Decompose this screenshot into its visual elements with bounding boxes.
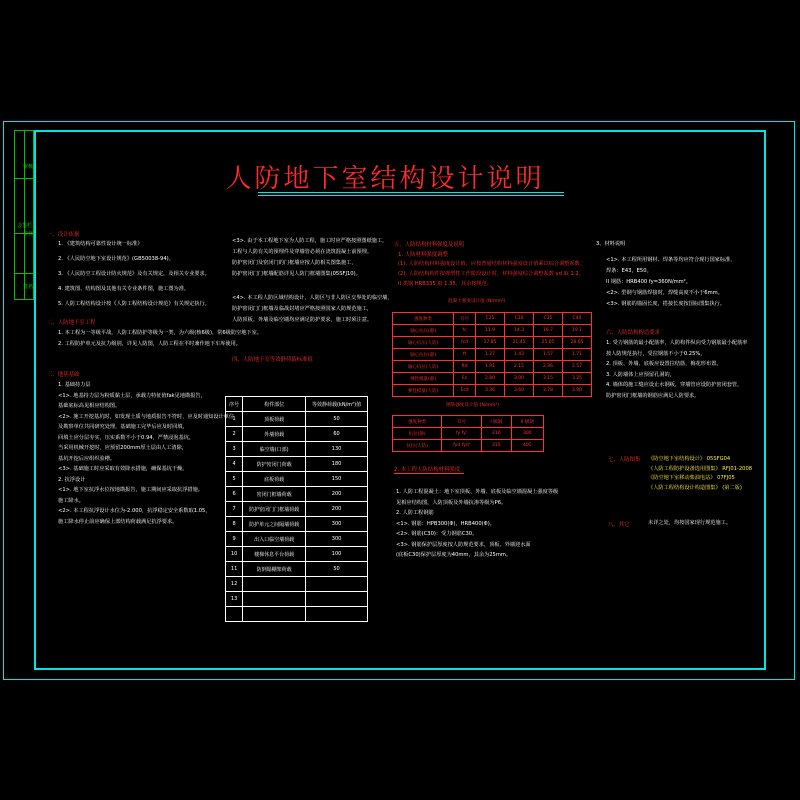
text-line: 《防空地下室结构设计》 05SFG04 — [648, 456, 731, 462]
table-header-row — [393, 416, 544, 428]
text-line: (底板C30)保护层厚度为40mm，其余为25mm。 — [396, 552, 512, 558]
table-cell: 130 — [306, 442, 368, 457]
section-6-underline — [394, 473, 464, 474]
side-cell-3 — [15, 234, 33, 274]
steel-table-caption: 钢筋强度设计值 (N/mm²) — [446, 403, 499, 408]
steel-strength-table — [392, 415, 544, 452]
table-cell: 1.57 — [534, 349, 563, 361]
text-line: 1. 受力钢筋的最小配筋率，人防构件纵向受力钢筋最小配筋率 — [606, 340, 748, 346]
table-cell — [306, 607, 368, 622]
text-line: 防护密闭门框墙的钢筋应满足人防要求。 — [606, 392, 700, 399]
load-table-row — [226, 562, 368, 577]
table-cell: 19.1 — [562, 325, 591, 337]
load-table-row — [226, 472, 368, 487]
text-line: 1. 基础持力层 — [58, 382, 91, 388]
table-cell: 180 — [306, 457, 368, 472]
section-2-heading: 二、人防地下室工程 — [47, 320, 96, 326]
steel-table-row — [393, 440, 544, 452]
materials-heading: 3、材料说明 — [596, 241, 626, 247]
concrete-table-row — [393, 337, 592, 349]
text-line: 施工降水。 — [58, 497, 84, 504]
load-table-row — [226, 607, 368, 622]
table-cell: 14.3 — [505, 325, 534, 337]
table-header-cell: 序号 — [226, 397, 243, 412]
load-table — [225, 396, 368, 622]
text-line: 见相应结构图，人防顶板及外墙抗渗等级为P6。 — [396, 499, 507, 506]
table-cell: 6 — [226, 487, 243, 502]
text-line: 1. 本工程为一等级平战，人防工程防护等级为一类，为六级(核6级)，常6级防空地下室。 — [58, 330, 262, 336]
table-header-cell: 符号 — [442, 416, 482, 428]
table-cell: Ec — [454, 373, 476, 385]
text-line: II 类钢 HRB335 取 1.35，其余按规范。 — [398, 281, 493, 287]
table-cell: 200 — [306, 502, 368, 517]
table-cell: 1 — [226, 412, 243, 427]
table-header-cell: 强度种类 — [393, 313, 454, 325]
load-table-row — [226, 487, 368, 502]
section-6-heading: 2. 本工程人防结构材料强度 — [394, 467, 461, 473]
text-line: (2). 人防结构构件按弹塑性工作阶段设计时，材料强度综合调整系数 γd 取 1.2。 — [398, 271, 584, 277]
table-cell: 300 — [511, 428, 543, 440]
text-line: 2. 人防工程钢筋 — [396, 510, 434, 516]
load-table-row — [226, 577, 368, 592]
table-header-cell: C40 — [562, 313, 591, 325]
table-cell: 405 — [511, 440, 543, 452]
text-line: 防护密闭门门框墙配筋详见人防门框墙图集(05SFJ10)。 — [232, 271, 361, 277]
text-line: 3. 人防墙体上应预留孔洞的， — [606, 371, 675, 378]
table-cell: 100 — [306, 547, 368, 562]
table-cell — [306, 577, 368, 592]
table-cell: 顶板荷载 — [243, 412, 306, 427]
concrete-table-row — [393, 385, 592, 397]
text-line: <2>. 钢筋(C30)：受力钢筋C30。 — [396, 531, 478, 537]
table-cell: 1.27 — [476, 349, 505, 361]
table-cell: 防护单元之间隔墙荷载 — [243, 517, 306, 532]
side-label-2: 会签栏 — [17, 223, 33, 229]
steel-table-row — [393, 428, 544, 440]
table-header-cell: II 级钢 — [511, 416, 543, 428]
table-cell: 底板荷载 — [243, 472, 306, 487]
text-line: <3>. 基础施工时应采取有效降水措施，确保基坑干燥。 — [58, 466, 188, 472]
text-line: 及勘察单位共同研究处理，基础施工完毕后应及时回填， — [58, 424, 188, 430]
table-header-cell: 符号 — [454, 313, 476, 325]
concrete-strength-table — [392, 312, 592, 397]
table-cell: 1.91 — [476, 361, 505, 373]
load-table-row — [226, 517, 368, 532]
concrete-table-row — [393, 349, 592, 361]
table-cell: 9 — [226, 532, 243, 547]
text-line: <1>. 地基持力层为粉质黏土层，承载力特征值fak见地勘报告， — [58, 392, 206, 399]
table-cell: 200 — [306, 487, 368, 502]
table-cell: 防护密闭门门框墙荷载 — [243, 502, 306, 517]
table-cell: 防护密闭门荷载 — [243, 457, 306, 472]
text-line: 基坑开挖后应组织验槽。 — [58, 455, 116, 462]
table-cell: 3.78 — [534, 385, 563, 397]
table-header-cell: 强度种类 — [393, 416, 442, 428]
concrete-table-row — [393, 361, 592, 373]
table-header-cell: I 级钢 — [481, 416, 511, 428]
table-cell: 25.05 — [534, 337, 563, 349]
section-5-subheading: 1. 人防材料强度调整 — [398, 252, 448, 258]
concrete-table-row — [393, 373, 592, 385]
table-header-row — [226, 397, 368, 412]
load-table-row — [226, 457, 368, 472]
load-table-row — [226, 532, 368, 547]
table-cell: fcd — [454, 337, 476, 349]
table-cell: 13 — [226, 592, 243, 607]
text-line: 1. 人防工程混凝土：地下室顶板、外墙、底板及临空墙混凝土强度等级 — [396, 489, 559, 495]
text-line: (1). 人防结构材料强度设计值，应按普通结构材料强度设计值乘以综合调整系数。 — [398, 261, 586, 267]
text-line: 4. 建筑图、结构图及其他有关专业条件图，施工图为准。 — [58, 286, 190, 292]
text-line: II 钢筋：HRB400 fy=360N/mm²。 — [606, 279, 691, 285]
concrete-table-caption: 混凝土强度设计值 (N/mm²) — [448, 299, 506, 304]
table-cell: 外墙荷载 — [243, 427, 306, 442]
text-line: <2>. 本工程抗浮设计水位为-2.000，抗浮稳定安全系数取1.05， — [58, 508, 211, 514]
table-cell: 28.65 — [562, 337, 591, 349]
table-cell: 300 — [306, 532, 368, 547]
table-cell: 2 — [226, 427, 243, 442]
table-cell: 315 — [481, 440, 511, 452]
title-underline-1 — [258, 192, 564, 193]
load-table-heading: 四、人防地下室等效静荷载标准值 — [232, 357, 313, 363]
text-line: 人防顶板、外墙及临空墙均应满足防护要求，施工时须注意。 — [232, 317, 373, 323]
text-line: 防护密闭门及密闭门的门框墙应按人防相关图集施工， — [232, 260, 357, 266]
table-cell: 12 — [226, 577, 243, 592]
text-line: <3>. 由于本工程地下室为人防工程，施工时应严格按照图纸施工， — [232, 238, 388, 244]
table-cell: 出入口临空墙荷载 — [243, 532, 306, 547]
table-cell: 2.57 — [562, 361, 591, 373]
table-header-row — [393, 313, 592, 325]
table-cell: 50 — [306, 412, 368, 427]
table-cell: ftd — [454, 361, 476, 373]
table-cell: 3.00 — [505, 373, 534, 385]
text-line: 工程与人防有关的预埋件及穿墙管必须在浇筑混凝土前预埋。 — [232, 249, 373, 255]
table-cell: 7 — [226, 502, 243, 517]
section-8-label: 七、人防图集 — [608, 457, 641, 463]
text-line: <1>. 本工程所用钢材、焊条等均应符合现行国家标准， — [606, 257, 736, 263]
table-cell: 临空墙(口部) — [243, 442, 306, 457]
text-line: 1. 《建筑结构可靠性设计统一标准》 — [58, 241, 143, 247]
table-header-cell: C30 — [505, 313, 534, 325]
table-cell: 轴心抗压(人防) — [393, 337, 454, 349]
text-line: 回填土应分层夯实，压实系数不小于0.94，严禁浸泡基坑， — [58, 434, 195, 441]
text-line: 防护密闭门门框墙及临战封堵应严格按照国家人防规范施工， — [232, 306, 373, 312]
table-cell: 50 — [306, 562, 368, 577]
text-line: <1>. 钢筋：HPB300(Φ)，HRB400(Φ)。 — [396, 520, 495, 527]
table-cell: 2.80 — [476, 373, 505, 385]
text-line: <4>. 本工程人防区域结构设计，人防区与非人防区交界处的临空墙， — [232, 295, 393, 301]
table-cell: 4 — [226, 457, 243, 472]
table-cell: 弹性模量(人防) — [393, 385, 454, 397]
table-cell: 楼梯休息平台荷载 — [243, 547, 306, 562]
text-line: 《人防工程防护设备选用图集》 RFJ01-2008 — [648, 465, 753, 472]
text-line: 4. 墙体的施工缝应设止水钢板，穿墙管应设防护密闭套管， — [606, 382, 743, 388]
table-cell: 抗拉(人防) — [393, 440, 442, 452]
table-cell: 16.7 — [534, 325, 563, 337]
side-label-1: 审核 — [23, 164, 34, 170]
table-cell: 21.45 — [505, 337, 534, 349]
text-line: 5. 人防工程结构设计按《人防工程结构设计规范》有关规定执行。 — [58, 301, 210, 307]
table-cell: 3.36 — [476, 385, 505, 397]
section-7-heading: 六、人防结构构造要求 — [606, 330, 660, 336]
table-cell: 11.9 — [476, 325, 505, 337]
load-table-row — [226, 427, 368, 442]
table-cell: 2.36 — [534, 361, 563, 373]
table-cell: fc — [454, 325, 476, 337]
text-line: 2. 抗浮设计 — [58, 476, 86, 483]
table-cell — [243, 592, 306, 607]
load-table-row — [226, 547, 368, 562]
text-line: 2. 《人民防空地下室设计规范》(GB50038-94)。 — [58, 256, 174, 262]
text-line: <2>. 施工开挖基坑时，如发现土质与地质报告不符时，应及时通知设计单位 — [58, 413, 235, 420]
table-cell: 轴心抗拉(人防) — [393, 361, 454, 373]
table-cell — [306, 592, 368, 607]
table-cell: 3.15 — [534, 373, 563, 385]
text-line: <1>. 地下室抗浮水位按地勘报告，施工期间应采取抗浮措施。 — [58, 487, 203, 493]
table-header-cell: 等效静荷载(kN/m²)值 — [306, 397, 368, 412]
text-line: 2. 工程防护单元及抗力级别，详见人防图，人防工程在平时兼作地下车库使用。 — [58, 341, 241, 347]
section-9-text: 未详之处，均按国家现行规范施工。 — [648, 520, 732, 526]
table-header-cell: C25 — [476, 313, 505, 325]
section-5-heading: 五、人防结构材料强度及说明 — [394, 242, 465, 248]
table-cell — [226, 607, 243, 622]
text-line: 3. 《人民防空工程设计防火规范》及有关规定，及相关专业要求。 — [58, 271, 210, 277]
table-header-cell: C35 — [534, 313, 563, 325]
load-table-row — [226, 592, 368, 607]
load-table-row — [226, 502, 368, 517]
title-underline-2 — [258, 195, 564, 196]
text-line: <2>. 型钢与钢筋焊接时，焊缝高度不小于6mm。 — [606, 290, 723, 296]
table-cell: 17.85 — [476, 337, 505, 349]
table-cell: 1.43 — [505, 349, 534, 361]
table-cell: fyd fyd' — [442, 440, 482, 452]
side-cell-1 — [15, 131, 33, 179]
text-line: 基础底标高见相应结构图。 — [58, 403, 121, 409]
table-cell: 3 — [226, 442, 243, 457]
table-cell: 8 — [226, 517, 243, 532]
table-cell: 密闭门框墙荷载 — [243, 487, 306, 502]
table-cell: 1.71 — [562, 349, 591, 361]
text-line: 施工降水停止前应确保上部结构荷载满足抗浮要求。 — [58, 518, 178, 525]
side-title-strip — [14, 130, 34, 300]
section-9-label: 八、其它 — [608, 522, 630, 528]
table-cell: 弹性模量(静) — [393, 373, 454, 385]
text-line: 《人防工程结构设计构造图集》 (第二版) — [648, 484, 742, 491]
load-table-row — [226, 442, 368, 457]
drawing-border — [34, 130, 766, 670]
text-line: 2. 顶板、外墙、底板应设置拉结筋，梅花形布置。 — [606, 361, 722, 367]
text-line: 当采用机械开挖时，应预留200mm厚土层由人工清除， — [58, 445, 187, 451]
text-line: <3>. 钢筋保护层厚度按人防规范要求，顶板、外墙迎水面 — [396, 541, 531, 548]
table-cell: 150 — [306, 472, 368, 487]
text-line: <3>. 钢筋的锚固长度，搭接长度按国标图集执行。 — [606, 301, 726, 307]
table-header-cell: 构件部位 — [243, 397, 306, 412]
table-cell: Ecd — [454, 385, 476, 397]
concrete-table-row — [393, 325, 592, 337]
section-3-heading: 三、地基基础 — [47, 372, 80, 378]
table-cell: 3.25 — [562, 373, 591, 385]
table-cell: 3.60 — [505, 385, 534, 397]
table-cell: 轴心抗压(静) — [393, 325, 454, 337]
table-cell: 210 — [481, 428, 511, 440]
table-cell: 2.15 — [505, 361, 534, 373]
text-line: 《防空地下室移动柴油电站》 07FJ05 — [648, 475, 735, 481]
side-label-4: 签名 — [23, 284, 34, 290]
load-table-row — [226, 412, 368, 427]
table-cell: 抗拉(静) — [393, 428, 442, 440]
table-cell: ft — [454, 349, 476, 361]
section-1-heading: 一、设计依据 — [47, 232, 80, 238]
side-label-3: 专业 — [23, 231, 34, 237]
text-line: 按人防规范执行，受拉钢筋不小于0.25%， — [606, 350, 706, 357]
table-cell: 防倒塌棚架荷载 — [243, 562, 306, 577]
page-title: 人防地下室结构设计说明 — [225, 164, 545, 194]
table-cell: 10 — [226, 547, 243, 562]
table-cell: 5 — [226, 472, 243, 487]
table-cell: 60 — [306, 427, 368, 442]
table-cell — [243, 577, 306, 592]
table-cell: 3.90 — [562, 385, 591, 397]
table-cell: 300 — [306, 517, 368, 532]
table-cell: 11 — [226, 562, 243, 577]
table-cell — [243, 607, 306, 622]
table-cell: fy fy' — [442, 428, 482, 440]
table-cell: 轴心抗拉(静) — [393, 349, 454, 361]
text-line: 焊条：E43，E50。 — [606, 268, 652, 274]
